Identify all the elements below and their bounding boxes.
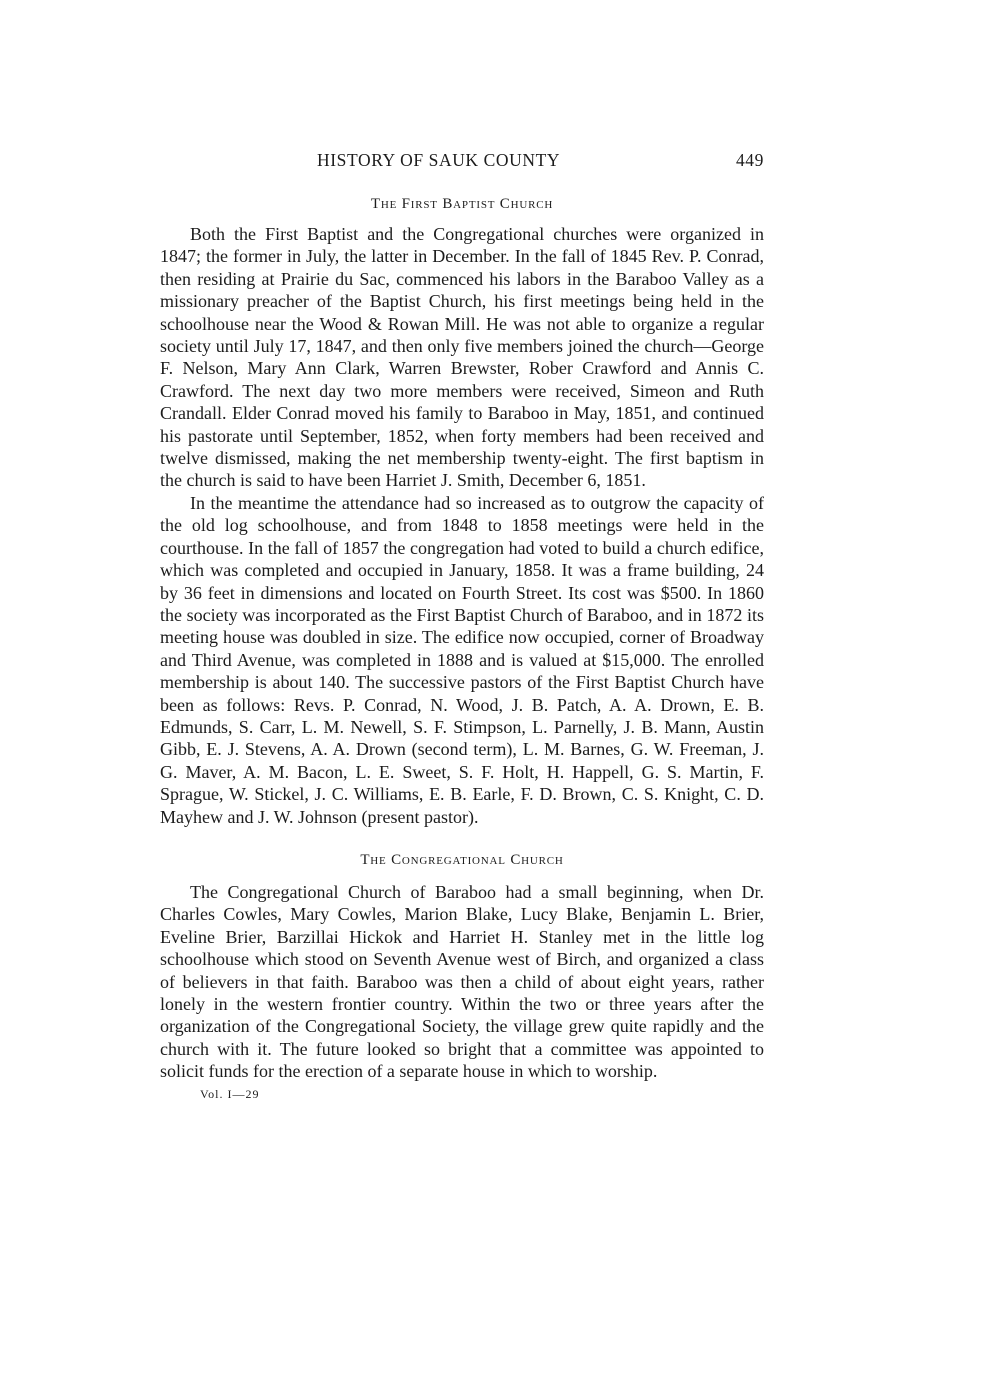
paragraph-baptist-organization: Both the First Baptist and the Congregational churches were organized in 1847; the former in July, the latter in December. In the fall of 1845 Rev. P. Conrad, then residing at Prairie du Sac, commenced his labors in the Baraboo Valley as a missionary preacher of the Baptist Church, his first meetings being held in the schoolhouse near the Wood & Rowan Mill. He was not able to organize a regular society until July 17, 1847, and then only five members joined the church—George F. Nelson, Mary Ann Clark, Warren Brewster, Rober Crawford and Annis C. Crawford. The next day two more members were received, Simeon and Ruth Crandall. Elder Conrad moved his family to Baraboo in May, 1851, and continued his pastorate until September, 1852, when forty members had been received and twelve dismissed, making the net membership twenty-eight. The first baptism in the church is said to have been Harriet J. Smith, December 6, 1851. [160, 224, 764, 491]
page-number: 449 [735, 150, 764, 170]
paragraph-baptist-building-and-pastors: In the meantime the attendance had so increased as to outgrow the capacity of the old log schoolhouse, and from 1848 to 1858 meetings were held in the courthouse. In the fall of 1857 the congregation had voted to build a church edifice, which was completed and occupied in January, 1858. It was a frame building, 24 by 36 feet in dimensions and located on Fourth Street. Its cost was $500. In 1860 the society was incorporated as the First Baptist Church of Baraboo, and in 1872 its meeting house was doubled in size. The edifice now occupied, corner of Broadway and Third Avenue, was completed in 1888 and is valued at $15,000. The enrolled membership is about 140. The successive pastors of the First Baptist Church have been as follows: Revs. P. Conrad, N. Wood, J. B. Patch, A. A. Drown, E. B. Edmunds, S. Carr, L. M. Newell, S. F. Stimpson, L. Parnelly, J. B. Mann, Austin Gibb, E. J. Stevens, A. A. Drown (second term), L. M. Barnes, G. W. Freeman, J. G. Maver, A. M. Bacon, L. E. Sweet, S. F. Holt, H. Happell, G. S. Martin, F. Sprague, W. Stickel, J. C. Williams, E. B. Earle, F. D. Brown, C. S. Knight, C. D. Mayhew and J. W. Johnson (present pastor). [160, 492, 764, 827]
paragraph-congregational-beginning: The Congregational Church of Baraboo had a small beginning, when Dr. Charles Cowles, Mary Cowles, Marion Blake, Lucy Blake, Benjamin L. Brier, Eveline Brier, Barzillai Hickok and Harriet H. Stanley met in the little log schoolhouse which stood on Seventh Avenue west of Birch, and organized a class of believers in that faith. Baraboo was then a child of about eight years, rather lonely in the western frontier country. Within the two or three years after the organization of the Congregational Society, the village grew quite rapidly and the church with it. The future looked so bright that a committee was appointed to solicit funds for the erection of a separate house in which to worship. [160, 881, 764, 1082]
running-head [160, 150, 764, 180]
book-page [160, 150, 764, 1102]
running-title: HISTORY OF SAUK COUNTY [317, 150, 561, 170]
section-heading-congregational: The Congregational Church [360, 851, 564, 868]
signature-mark: Vol. I—29 [200, 1086, 260, 1101]
section-heading-first-baptist: The First Baptist Church [370, 196, 554, 212]
